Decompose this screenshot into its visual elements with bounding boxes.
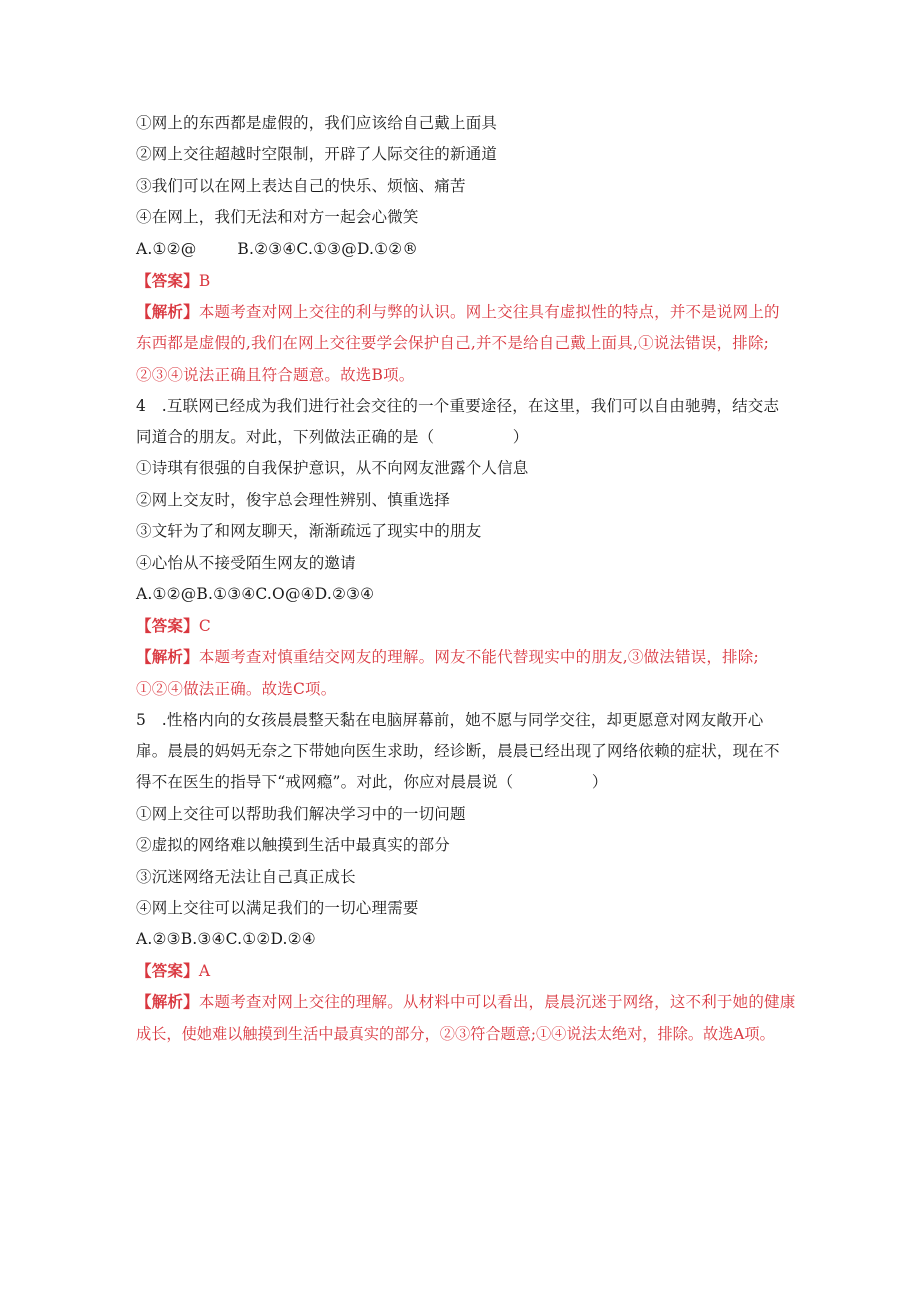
- q4-stem-line-2: 同道合的朋友。对此，下列做法正确的是（ ）: [136, 428, 529, 446]
- q5-analysis-line-2: 成长，使她难以触摸到生活中最真实的部分，②③符合题意;①④说法太绝对，排除。故选A项。: [136, 1025, 775, 1043]
- q4-analysis-text-1: 本题考查对慎重结交网友的理解。网友不能代替现实中的朋友,③做法错误，排除;: [198, 648, 759, 666]
- q5-analysis-label: 【解析】: [136, 992, 199, 1011]
- q3-choices: A.①②@ B.②③④C.①③@D.①②®: [136, 240, 419, 258]
- q4-analysis-line-2: ①②④做法正确。故选C项。: [136, 680, 337, 698]
- q3-option-1: ①网上的东西都是虚假的，我们应该给自己戴上面具: [136, 114, 498, 132]
- q4-option-4: ④心怡从不接受陌生网友的邀请: [136, 554, 356, 572]
- q3-analysis-label: 【解析】: [136, 302, 199, 321]
- q5-option-4: ④网上交往可以满足我们的一切心理需要: [136, 899, 419, 917]
- q4-option-1: ①诗琪有很强的自我保护意识，从不向网友泄露个人信息: [136, 459, 529, 477]
- q5-answer-value: A: [198, 962, 211, 980]
- q3-analysis-line-3: ②③④说法正确且符合题意。故选B项。: [136, 366, 415, 384]
- q4-answer-label: 【答案】: [136, 616, 199, 635]
- q3-analysis-line-2: 东西都是虚假的,我们在网上交往要学会保护自己,并不是给自己戴上面具,①说法错误，排除;: [136, 334, 770, 352]
- q5-answer-label: 【答案】: [136, 961, 199, 980]
- q4-analysis-line-1: [136, 647, 759, 667]
- q4-stem-line-1: 4 .互联网已经成为我们进行社会交往的一个重要途径，在这里，我们可以自由驰骋，结交志: [136, 397, 780, 415]
- q5-option-1: ①网上交往可以帮助我们解决学习中的一切问题: [136, 805, 466, 823]
- q3-analysis-line-1: [136, 302, 780, 322]
- q5-option-3: ③沉迷网络无法让自己真正成长: [136, 868, 356, 886]
- q3-answer-value: B: [198, 272, 211, 290]
- q4-choices: A.①②@B.①③④C.O@④D.②③④: [136, 585, 375, 603]
- q3-option-2: ②网上交往超越时空限制，开辟了人际交往的新通道: [136, 145, 498, 163]
- q5-stem-line-1: 5 .性格内向的女孩晨晨整天黏在电脑屏幕前，她不愿与同学交往，却更愿意对网友敞开心: [136, 711, 764, 729]
- q3-answer-label: 【答案】: [136, 271, 199, 290]
- q3-analysis-text-1: 本题考查对网上交往的利与弊的认识。网上交往具有虚拟性的特点，并不是说网上的: [198, 303, 780, 321]
- q3-answer: [136, 271, 210, 291]
- q5-analysis-line-1: [136, 992, 795, 1012]
- q4-answer-value: C: [198, 617, 211, 635]
- q4-option-2: ②网上交友时，俊宇总会理性辨别、慎重选择: [136, 491, 451, 509]
- q5-answer: [136, 961, 210, 981]
- q5-analysis-text-1: 本题考查对网上交往的理解。从材料中可以看出，晨晨沉迷于网络，这不利于她的健康: [198, 993, 796, 1011]
- q4-option-3: ③文轩为了和网友聊天，渐渐疏远了现实中的朋友: [136, 522, 482, 540]
- q5-option-2: ②虚拟的网络难以触摸到生活中最真实的部分: [136, 836, 451, 854]
- q5-choices: A.②③B.③④C.①②D.②④: [136, 930, 316, 948]
- q4-analysis-label: 【解析】: [136, 647, 199, 666]
- q5-stem-line-3: 得不在医生的指导下“戒网瘾”。对此，你应对晨晨说（ ）: [136, 773, 608, 791]
- q4-answer: [136, 616, 211, 636]
- q3-option-3: ③我们可以在网上表达自己的快乐、烦恼、痛苦: [136, 177, 466, 195]
- q5-stem-line-2: 扉。晨晨的妈妈无奈之下带她向医生求助，经诊断，晨晨已经出现了网络依赖的症状，现在不: [136, 742, 780, 760]
- q3-option-4: ④在网上，我们无法和对方一起会心微笑: [136, 208, 419, 226]
